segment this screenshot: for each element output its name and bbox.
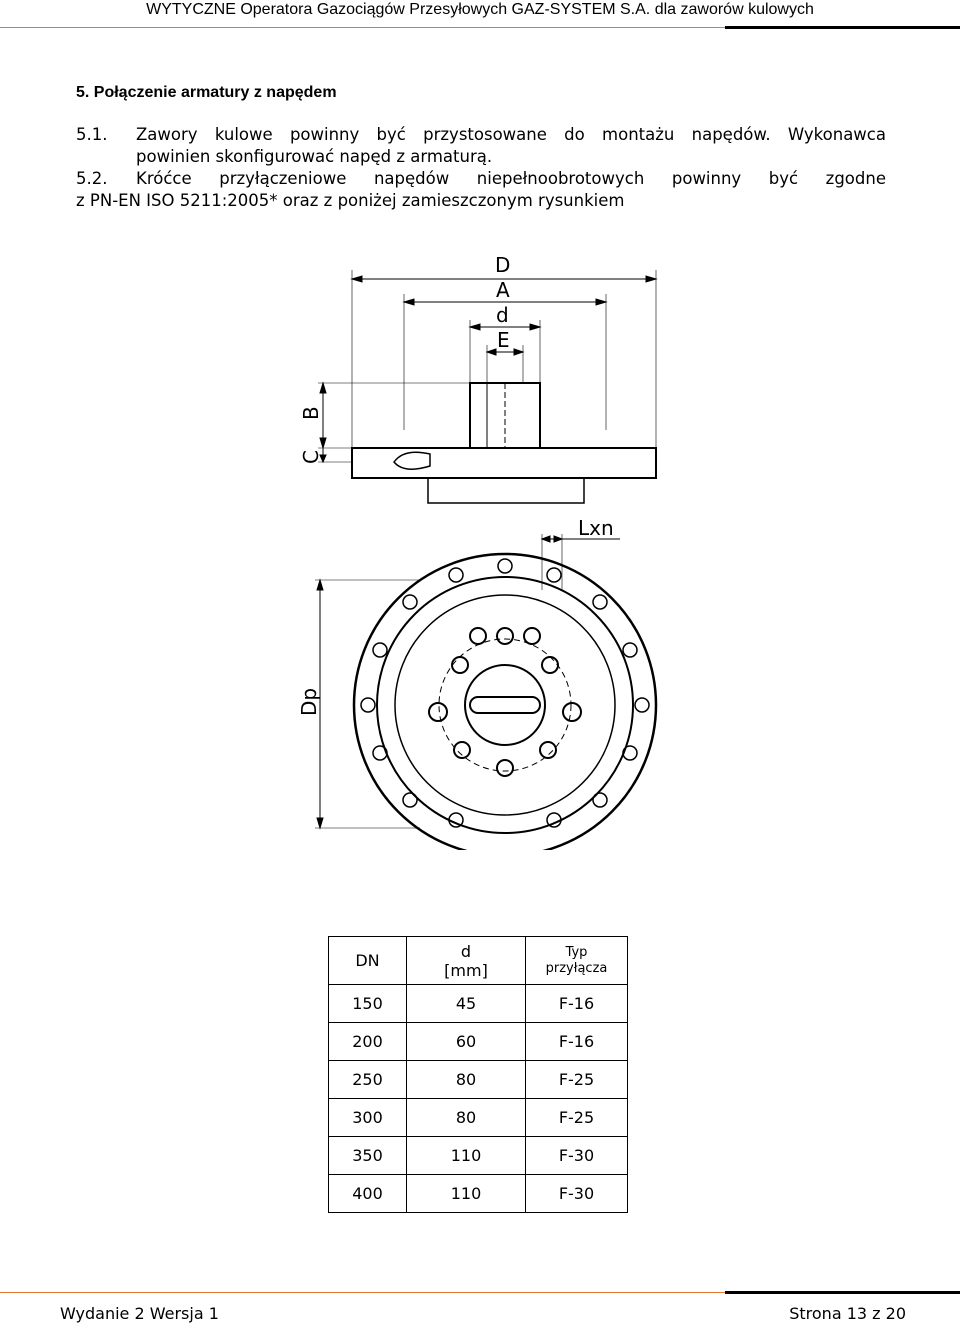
footer-rule-thick xyxy=(725,1291,960,1294)
cell-typ: F-16 xyxy=(526,985,628,1023)
table-row xyxy=(329,1061,628,1099)
footer-edition: Wydanie 2 Wersja 1 xyxy=(60,1304,219,1323)
label-B: B xyxy=(299,406,323,420)
paragraph-5-1 xyxy=(76,124,886,168)
paragraph-line: Króćce przyłączeniowe napędów niepełnoobrotowych powinny być zgodne xyxy=(136,169,886,188)
header-rule xyxy=(0,26,960,29)
label-E: E xyxy=(497,328,510,352)
header-dn: DN xyxy=(329,937,407,985)
label-d: d xyxy=(496,303,509,327)
cell-d: 110 xyxy=(407,1137,526,1175)
cell-dn: 400 xyxy=(329,1175,407,1213)
cell-typ: F-30 xyxy=(526,1175,628,1213)
bolts-outer-ring xyxy=(361,559,649,827)
table-row xyxy=(329,1023,628,1061)
cell-dn: 300 xyxy=(329,1099,407,1137)
flange-top-view xyxy=(354,554,656,850)
table-row xyxy=(329,1175,628,1213)
cell-d: 60 xyxy=(407,1023,526,1061)
cell-dn: 150 xyxy=(329,985,407,1023)
cell-typ: F-30 xyxy=(526,1137,628,1175)
header-d-line1: d xyxy=(460,941,472,961)
cell-typ: F-16 xyxy=(526,1023,628,1061)
bolts-inner-ring xyxy=(429,628,581,776)
cell-dn: 350 xyxy=(329,1137,407,1175)
table-row xyxy=(329,985,628,1023)
label-Dp: Dp xyxy=(297,687,321,716)
header-rule-thick xyxy=(725,26,960,29)
drawing-labels xyxy=(297,253,614,716)
flange-technical-drawing xyxy=(290,250,670,850)
footer-page-number: Strona 13 z 20 xyxy=(789,1304,906,1323)
flange-side-view xyxy=(352,383,656,503)
header-d-line2: [mm] xyxy=(444,960,488,980)
label-C: C xyxy=(299,450,323,464)
paragraph-5-2 xyxy=(76,168,886,212)
paragraph-line: z PN-EN ISO 5211:2005* oraz z poniżej zamieszczonym rysunkiem xyxy=(76,191,625,210)
cell-d: 110 xyxy=(407,1175,526,1213)
page-header-title: WYTYCZNE Operatora Gazociągów Przesyłowych GAZ-SYSTEM S.A. dla zaworów kulowych xyxy=(146,1,814,18)
section-title: 5. Połączenie armatury z napędem xyxy=(76,84,337,101)
header-typ-line1: Typ xyxy=(565,944,588,960)
paragraph-line: powinien skonfigurować napęd z armaturą. xyxy=(136,147,493,166)
cell-d: 45 xyxy=(407,985,526,1023)
dim-B-C xyxy=(318,383,470,462)
header-typ xyxy=(526,937,628,985)
cell-typ: F-25 xyxy=(526,1099,628,1137)
footer-rule-thin xyxy=(0,1292,725,1293)
cell-d: 80 xyxy=(407,1099,526,1137)
header-rule-thin xyxy=(0,27,725,28)
cell-dn: 200 xyxy=(329,1023,407,1061)
dim-Dp xyxy=(315,580,420,828)
cell-dn: 250 xyxy=(329,1061,407,1099)
paragraph-body xyxy=(136,124,886,168)
table-row xyxy=(329,1137,628,1175)
paragraph-line: Zawory kulowe powinny być przystosowane do montażu napędów. Wykonawca xyxy=(136,125,886,144)
connection-table xyxy=(328,936,628,1213)
paragraph-number: 5.2. xyxy=(76,169,108,188)
header-typ-line2: przyłącza xyxy=(545,960,608,976)
label-A: A xyxy=(496,278,510,302)
label-Lxn: Lxn xyxy=(578,516,614,540)
paragraph-number: 5.1. xyxy=(76,125,108,144)
table-header-row xyxy=(329,937,628,985)
cell-d: 80 xyxy=(407,1061,526,1099)
table-row xyxy=(329,1099,628,1137)
label-D: D xyxy=(495,253,511,277)
footer-rule xyxy=(0,1291,960,1294)
header-d xyxy=(407,937,526,985)
paragraph-body xyxy=(76,168,886,212)
cell-typ: F-25 xyxy=(526,1061,628,1099)
